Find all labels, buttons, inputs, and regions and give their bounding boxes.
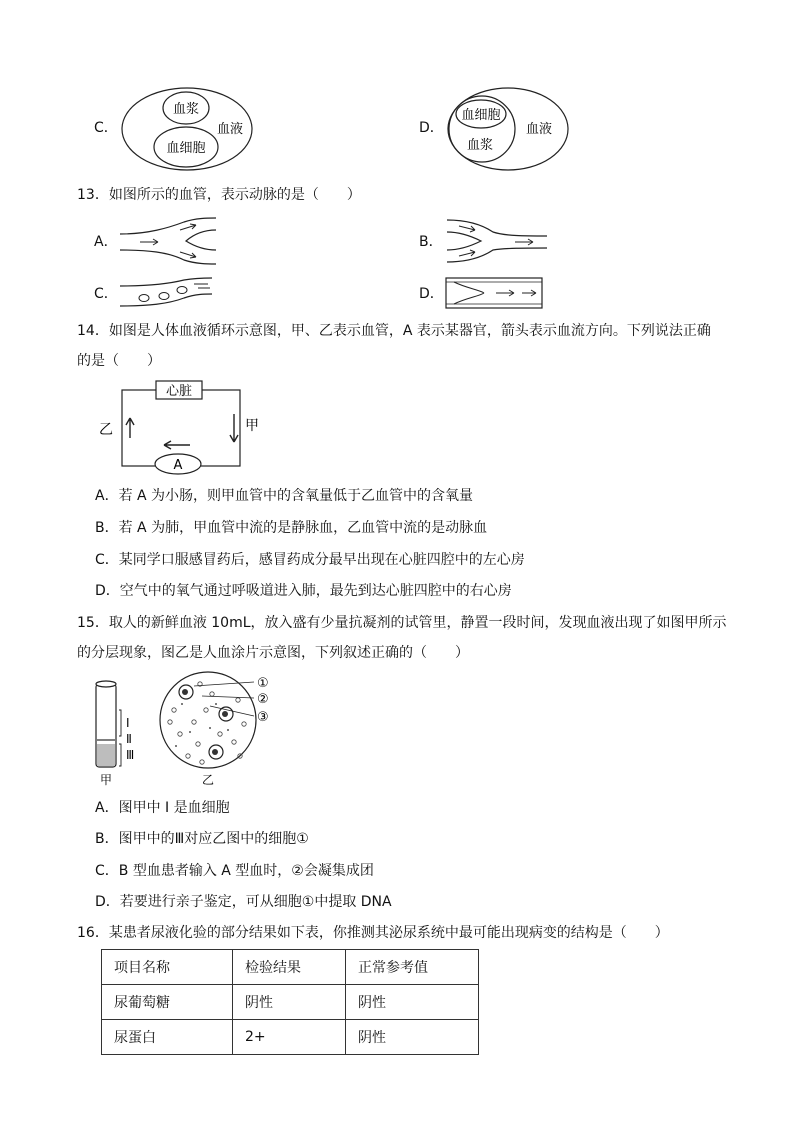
q12-d-cells-label: 血细胞 — [461, 108, 501, 123]
q15-stem-line2: 的分层现象，图乙是人血涂片示意图，下列叙述正确的（ ） — [77, 645, 469, 661]
q15-mark-3: ③ — [257, 710, 269, 725]
table-row — [102, 1020, 479, 1055]
q15-layer-2-label: Ⅱ — [126, 732, 132, 746]
q14-left-arrow — [164, 441, 190, 449]
q16-results-table — [101, 949, 479, 1055]
q14-stem-line1: 14．如图是人体血液循环示意图，甲、乙表示血管，A 表示某器官，箭头表示血流方向。下列说法正确 — [77, 323, 711, 339]
table-header-cell: 正常参考值 — [346, 950, 479, 985]
q15-option-a: A．图甲中 I 是血细胞 — [95, 800, 230, 816]
q16-stem: 16．某患者尿液化验的部分结果如下表，你推测其泌尿系统中最可能出现病变的结构是（ ） — [77, 925, 669, 941]
table-header-cell: 项目名称 — [102, 950, 233, 985]
q15-smear-caption: 乙 — [201, 773, 215, 787]
q13-option-c-label: C． — [94, 286, 118, 302]
q15-blood-smear-diagram — [154, 670, 284, 788]
q14-down-arrow — [230, 414, 238, 442]
q13-option-a-label: A． — [94, 234, 118, 250]
q13-vessel-c-diagram — [118, 276, 214, 310]
q14-option-a: A．若 A 为小肠，则甲血管中的含氧量低于乙血管中的含氧量 — [95, 488, 474, 504]
q14-vessel-jia-label: 甲 — [245, 418, 259, 434]
q15-mark-1: ① — [257, 676, 269, 691]
table-cell: 2+ — [233, 1020, 346, 1055]
q12-option-d-diagram — [446, 86, 570, 172]
q15-option-c: C．B 型血患者输入 A 型血时，②会凝集成团 — [95, 863, 374, 879]
q15-mark-2: ② — [257, 692, 269, 707]
q14-option-c: C．某同学口服感冒药后，感冒药成分最早出现在心脏四腔中的左心房 — [95, 552, 525, 568]
q15-tube-caption: 甲 — [99, 773, 113, 787]
q13-option-d-label: D． — [419, 286, 444, 302]
q12-d-plasma-label: 血浆 — [466, 138, 494, 153]
q15-option-d: D．若要进行亲子鉴定，可从细胞①中提取 DNA — [95, 894, 392, 910]
q14-up-arrow — [126, 418, 134, 438]
q15-stem-line1: 15．取人的新鲜血液 10mL，放入盛有少量抗凝剂的试管里，静置一段时间，发现血液出现了如图甲所示 — [77, 615, 727, 631]
q14-circulation-diagram — [96, 378, 266, 478]
table-header-row — [102, 950, 479, 985]
q12-option-c-label: C． — [94, 120, 118, 136]
q15-layer-3-label: Ⅲ — [126, 748, 135, 762]
table-cell: 阴性 — [233, 985, 346, 1020]
table-row — [102, 985, 479, 1020]
table-cell: 阴性 — [346, 985, 479, 1020]
q14-stem-line2: 的是（ ） — [77, 353, 161, 369]
q15-option-b: B．图甲中的Ⅲ对应乙图中的细胞① — [95, 831, 309, 847]
q14-organ-label: A — [173, 458, 183, 473]
q15-tube-diagram — [88, 674, 148, 788]
q13-option-b-label: B． — [419, 234, 443, 250]
q13-stem: 13．如图所示的血管，表示动脉的是（ ） — [77, 187, 361, 203]
q14-option-d: D．空气中的氧气通过呼吸道进入肺，最先到达心脏四腔中的右心房 — [95, 583, 512, 599]
q13-vessel-b-diagram — [445, 218, 549, 264]
q12-option-c-diagram — [120, 86, 255, 172]
q14-vessel-yi-label: 乙 — [99, 422, 113, 438]
table-cell: 阴性 — [346, 1020, 479, 1055]
q14-heart-label: 心脏 — [165, 384, 193, 399]
table-cell: 尿蛋白 — [102, 1020, 233, 1055]
q12-c-plasma-label: 血浆 — [172, 102, 200, 117]
table-cell: 尿葡萄糖 — [102, 985, 233, 1020]
q13-vessel-d-diagram — [444, 276, 546, 310]
q14-option-b: B．若 A 为肺，甲血管中流的是静脉血，乙血管中流的是动脉血 — [95, 520, 488, 536]
q15-layer-1-label: Ⅰ — [126, 716, 130, 730]
q13-vessel-a-diagram — [118, 216, 218, 266]
table-header-cell: 检验结果 — [233, 950, 346, 985]
q12-option-d-label: D． — [419, 120, 444, 136]
q12-c-cells-label: 血细胞 — [166, 141, 206, 156]
q12-c-blood-label: 血液 — [216, 122, 244, 137]
q12-d-blood-label: 血液 — [525, 122, 553, 137]
